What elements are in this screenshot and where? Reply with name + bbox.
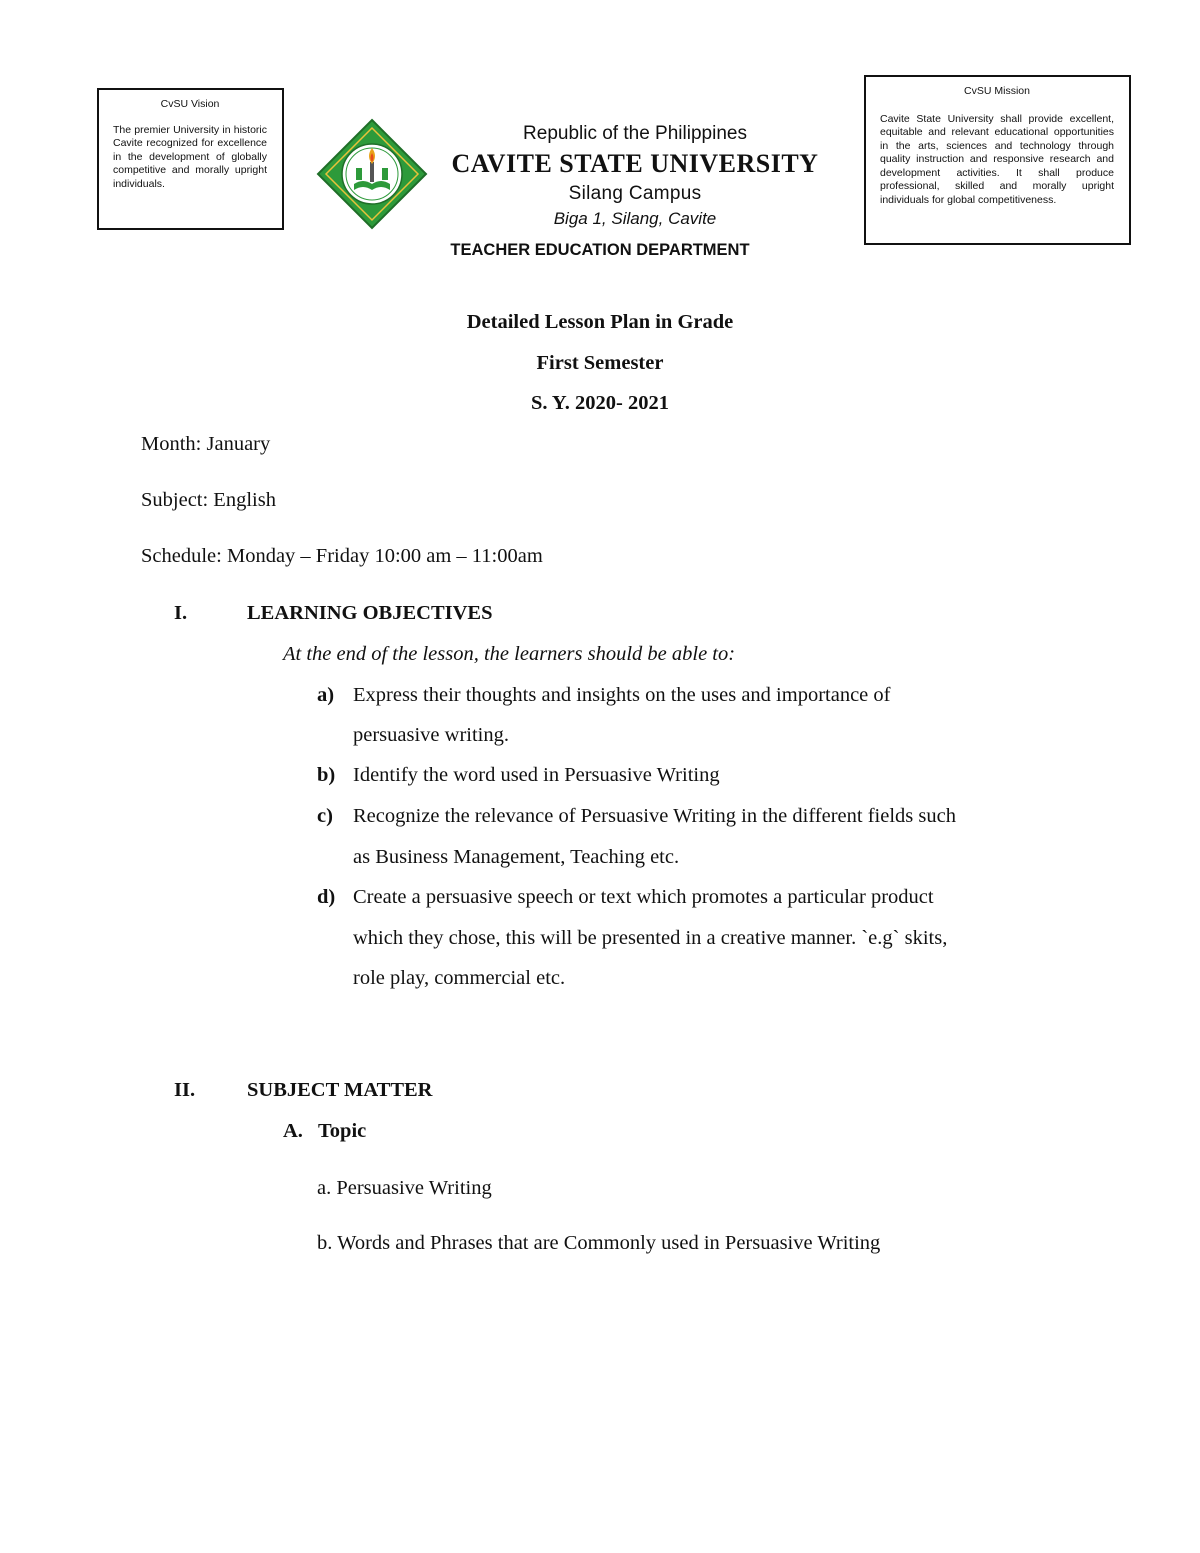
mission-box: [864, 75, 1131, 245]
objective-line: Recognize the relevance of Persuasive Writing in the different fields such: [353, 805, 956, 827]
plan-title: Detailed Lesson Plan in Grade: [466, 311, 734, 333]
objective-line: Create a persuasive speech or text which promotes a particular product: [353, 886, 934, 908]
objective-line: Identify the word used in Persuasive Writing: [353, 764, 720, 786]
plan-month: Month: January: [141, 433, 271, 455]
mission-title: CvSU Mission: [964, 85, 1030, 97]
plan-subject: Subject: English: [141, 489, 276, 511]
objective-line: which they chose, this will be presented in a creative manner. `e.g` skits,: [353, 927, 948, 949]
plan-school-year: S. Y. 2020- 2021: [530, 392, 669, 414]
university-name: CAVITE STATE UNIVERSITY: [451, 149, 819, 178]
plan-schedule: Schedule: Monday – Friday 10:00 am – 11:00am: [141, 545, 543, 567]
university-seal-logo: [316, 118, 428, 230]
objectives-intro: At the end of the lesson, the learners should be able to:: [283, 643, 736, 665]
objective-marker: b): [317, 764, 336, 786]
objective-marker: d): [317, 886, 336, 908]
vision-text: The premier University in historic Cavite recognized for excellence in the development of globally competitive and morally upright individuals.: [113, 123, 267, 190]
objective-line: role play, commercial etc.: [353, 967, 566, 989]
objective-marker: a): [317, 684, 335, 706]
topic-label: Topic: [318, 1120, 367, 1142]
department-name: TEACHER EDUCATION DEPARTMENT: [450, 241, 750, 259]
objective-line: as Business Management, Teaching etc.: [353, 846, 680, 868]
objectives-heading: LEARNING OBJECTIVES: [247, 602, 493, 624]
objectives-number: I.: [174, 602, 188, 624]
topic-item: b. Words and Phrases that are Commonly used in Persuasive Writing: [317, 1232, 881, 1254]
objective-line: Express their thoughts and insights on the uses and importance of: [353, 684, 891, 706]
campus-address: Biga 1, Silang, Cavite: [553, 209, 717, 228]
republic-heading: Republic of the Philippines: [523, 123, 747, 144]
objective-marker: c): [317, 805, 333, 827]
subject-matter-heading: SUBJECT MATTER: [247, 1079, 433, 1101]
subject-matter-number: II.: [174, 1079, 196, 1101]
vision-box: [97, 88, 284, 230]
plan-semester: First Semester: [536, 352, 664, 374]
topic-marker: A.: [283, 1120, 303, 1142]
vision-title: CvSU Vision: [160, 98, 220, 110]
objective-line: persuasive writing.: [353, 724, 509, 746]
campus-name: Silang Campus: [568, 183, 702, 204]
mission-text: Cavite State University shall provide excellent, equitable and relevant educational opportunities in the arts, sciences and technology through quality instruction and responsive research and development activities. It shall produce professional, skilled and morally upright individuals for global competitiveness.: [880, 112, 1114, 206]
topic-item: a. Persuasive Writing: [317, 1177, 492, 1199]
